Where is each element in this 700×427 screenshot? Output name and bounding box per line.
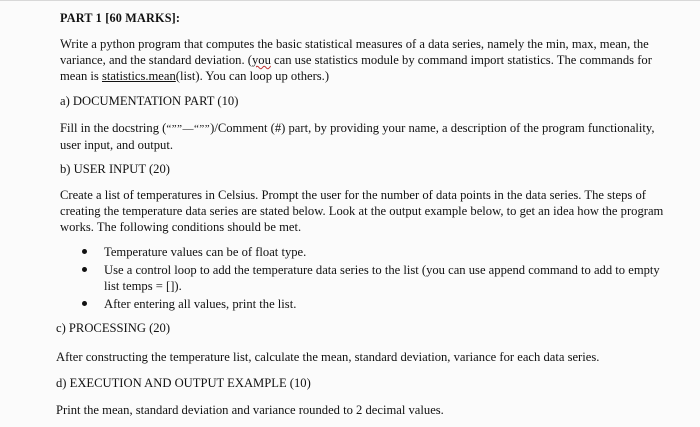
section-a-paragraph [60,120,670,153]
section-b-paragraph: Create a list of temperatures in Celsius. Prompt the user for the number of data points in the data series. The steps of creating the temperature data series are stated below. Look at the output example below, to get an idea how the program works. The following conditions should be met. [60,188,664,234]
intro-you: you [251,53,271,67]
section-b-heading: b) USER INPUT (20) [60,162,170,176]
section-d-heading: d) EXECUTION AND OUTPUT EXAMPLE (10) [56,376,311,390]
section-c-paragraph: After constructing the temperature list, calculate the mean, standard deviation, variance for each data series. [56,350,600,364]
section-d-paragraph: Print the mean, standard deviation and variance rounded to 2 decimal values. [56,403,444,417]
section-a-heading: a) DOCUMENTATION PART (10) [60,94,239,108]
section-a-text-b: )/Comment (#) part, by providing your name, a description of the program functionality, user input, and output. [60,121,655,152]
list-item: Temperature values can be of float type. [82,244,662,260]
page-title: PART 1 [60 MARKS]: [60,11,181,25]
requirements-list [82,244,662,314]
docstring-mark: “””—“”” [166,123,211,135]
intro-text-b: can use statistics module by command import statistics. The commands for mean is [60,53,652,83]
section-a-text-a: Fill in the docstring ( [60,121,167,135]
intro-text-a: Write a python program that computes the basic statistical measures of a data series, namely the min, max, mean, the variance, and the standard deviation. ( [60,37,649,67]
intro-paragraph [60,36,680,84]
section-c-heading: c) PROCESSING (20) [56,321,171,335]
intro-func: statistics.mean [101,69,176,83]
intro-text-c: (list). You can loop up others.) [175,69,330,83]
list-item: Use a control loop to add the temperature data series to the list (you can use append command to add to empty list temps = []). [82,262,662,294]
list-item: After entering all values, print the list. [82,296,662,312]
